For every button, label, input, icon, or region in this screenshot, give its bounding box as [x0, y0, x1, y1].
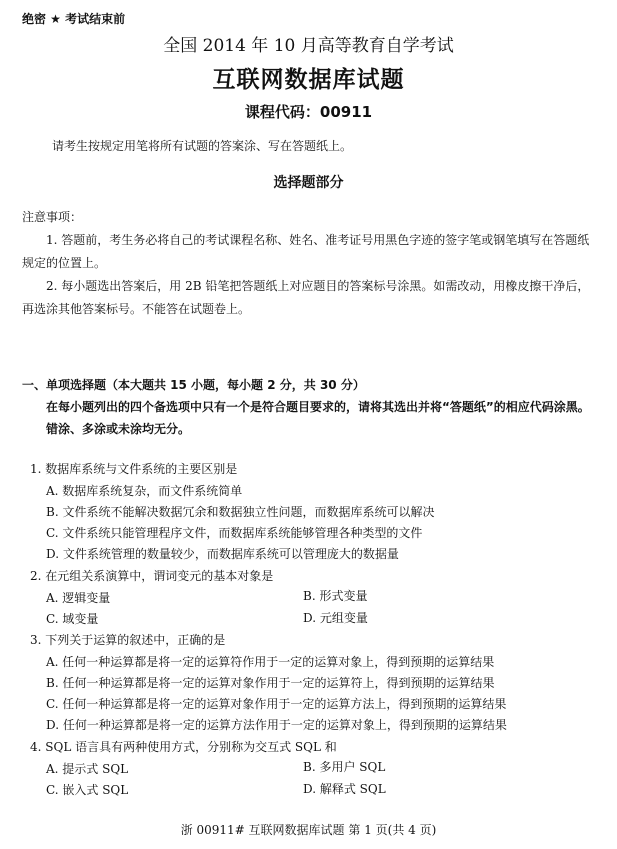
question-1-option-d: D. 文件系统管理的数量较少，而数据库系统可以管理庞大的数据量: [46, 547, 399, 561]
question-3-stem: 3. 下列关于运算的叙述中，正确的是: [30, 633, 226, 647]
question-1-option-b: B. 文件系统不能解决数据冗余和数据独立性问题，而数据库系统可以解决: [46, 505, 435, 519]
question-4-option-b: B. 多用户 SQL: [303, 760, 386, 774]
question-4-option-d: D. 解释式 SQL: [303, 782, 386, 796]
notes-heading: 注意事项：: [22, 210, 83, 224]
question-4-option-c: C. 嵌入式 SQL: [46, 783, 129, 797]
answer-instruction: 请考生按规定用笔将所有试题的答案涂、写在答题纸上。: [52, 139, 353, 153]
exam-title: 互联网数据库试题: [212, 67, 405, 93]
note-item-1: 1. 答题前，考生务必将自己的考试课程名称、姓名、准考证号用黑色字迹的签字笔或钢笔填写在答题纸规定的位置上。: [22, 233, 590, 270]
question-3-option-b: B. 任何一种运算都是将一定的运算对象作用于一定的运算符上，得到预期的运算结果: [46, 676, 495, 690]
question-2-option-b: B. 形式变量: [303, 589, 368, 603]
part-instructions: 在每小题列出的四个备选项中只有一个是符合题目要求的，请将其选出并将“答题纸”的相应代码涂黑。错涂、多涂或未涂均无分。: [46, 400, 590, 436]
question-1-option-a: A. 数据库系统复杂，而文件系统简单: [46, 484, 243, 498]
question-3-option-d: D. 任何一种运算都是将一定的运算方法作用于一定的运算对象上，得到预期的运算结果: [46, 718, 507, 732]
section-title: 选择题部分: [273, 175, 344, 191]
note-item-2: 2. 每小题选出答案后，用 2B 铅笔把答题纸上对应题目的答案标号涂黑。如需改动，用橡皮擦干净后，再选涂其他答案标号。不能答在试题卷上。: [22, 279, 590, 316]
question-2-stem: 2. 在元组关系演算中，谓词变元的基本对象是: [30, 569, 274, 583]
question-4-option-a: A. 提示式 SQL: [46, 762, 129, 776]
question-2-option-c: C. 域变量: [46, 612, 99, 626]
question-3-option-c: C. 任何一种运算都是将一定的运算对象作用于一定的运算方法上，得到预期的运算结果: [46, 697, 507, 711]
course-code: 课程代码：00911: [244, 103, 373, 121]
exam-session-line: 全国 2014 年 10 月高等教育自学考试: [163, 36, 454, 56]
question-1-option-c: C. 文件系统只能管理程序文件，而数据库系统能够管理各种类型的文件: [46, 526, 423, 540]
question-2-option-d: D. 元组变量: [303, 611, 368, 625]
part-heading: 一、单项选择题（本大题共 15 小题，每小题 2 分，共 30 分）: [22, 378, 365, 392]
question-1-stem: 1. 数据库系统与文件系统的主要区别是: [30, 462, 238, 476]
question-4-stem: 4. SQL 语言具有两种使用方式，分别称为交互式 SQL 和: [30, 740, 337, 754]
question-2-option-a: A. 逻辑变量: [46, 591, 111, 605]
question-3-option-a: A. 任何一种运算都是将一定的运算符作用于一定的运算对象上，得到预期的运算结果: [46, 655, 495, 669]
confidential-mark: 绝密 ★ 考试结束前: [22, 12, 126, 26]
page-footer: 浙 00911# 互联网数据库试题 第 1 页(共 4 页): [180, 823, 437, 837]
